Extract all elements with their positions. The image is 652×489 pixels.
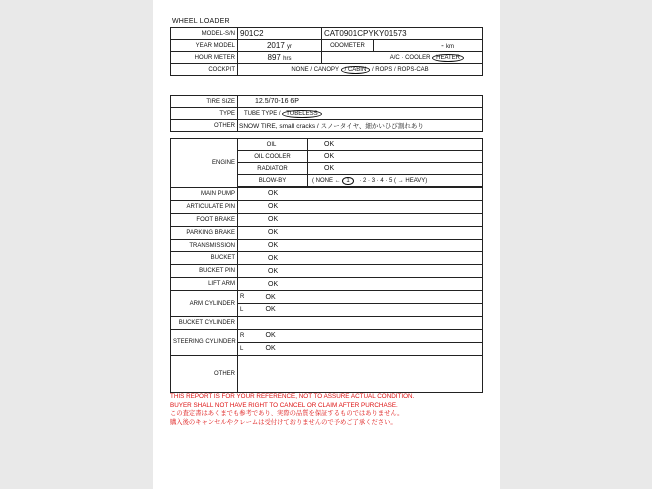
other-value bbox=[238, 355, 483, 392]
blow-by-level-circled: 1 bbox=[342, 177, 353, 185]
engine-oil-value: OK bbox=[308, 139, 483, 151]
articulate-pin-value: OK bbox=[238, 200, 483, 213]
component-check-table bbox=[170, 138, 483, 393]
model-sn-label: MODEL-S/N bbox=[171, 28, 238, 40]
cockpit-label: COCKPIT bbox=[171, 64, 238, 76]
steering-cylinder-l-value: OK bbox=[264, 342, 483, 355]
cockpit-none: NONE bbox=[291, 66, 309, 73]
year-model-label: YEAR MODEL bbox=[171, 40, 238, 52]
serial-value: CAT0901CPYKY01573 bbox=[322, 28, 483, 40]
disclaimer-line-2: BUYER SHALL NOT HAVE RIGHT TO CANCEL OR CLAIM AFTER PURCHASE. bbox=[170, 401, 398, 409]
other-label: OTHER bbox=[171, 355, 238, 392]
model-value: 901C2 bbox=[238, 28, 322, 40]
odometer-value: - bbox=[441, 41, 444, 50]
tire-size-label: TIRE SIZE bbox=[171, 96, 238, 108]
blow-by-scale: · 2 · 3 · 4 · 5 ( → HEAVY) bbox=[359, 177, 428, 184]
cockpit-canopy: CANOPY bbox=[313, 66, 339, 73]
lift-arm-label: LIFT ARM bbox=[171, 278, 238, 291]
engine-oil-label: OIL bbox=[238, 139, 308, 151]
arm-cylinder-l-label: L bbox=[238, 304, 264, 317]
cooler-option: COOLER bbox=[405, 54, 431, 61]
cockpit-rops-cab: ROPS-CAB bbox=[397, 66, 429, 73]
bucket-pin-label: BUCKET PIN bbox=[171, 265, 238, 278]
ac-option: A/C bbox=[389, 54, 400, 61]
steering-cylinder-l-label: L bbox=[238, 342, 264, 355]
tire-other-value: SNOW TIRE, small cracks / スノータイヤ、細かいひび割れあり bbox=[238, 120, 483, 132]
cockpit-rops: ROPS bbox=[375, 66, 393, 73]
hour-meter-label: HOUR METER bbox=[171, 52, 238, 64]
blow-by-label: BLOW-BY bbox=[238, 175, 308, 187]
cockpit-cabin-circled: CABIN bbox=[347, 66, 367, 73]
year-value: 2017 bbox=[266, 41, 285, 50]
lift-arm-value: OK bbox=[238, 278, 483, 291]
foot-brake-value: OK bbox=[238, 213, 483, 226]
steering-cylinder-r-value: OK bbox=[264, 329, 483, 342]
bucket-value: OK bbox=[238, 252, 483, 265]
arm-cylinder-label: ARM CYLINDER bbox=[171, 291, 238, 317]
heater-option-circled: HEATER bbox=[432, 54, 464, 62]
hour-unit: hrs bbox=[283, 56, 292, 62]
bucket-label: BUCKET bbox=[171, 252, 238, 265]
tire-other-label: OTHER bbox=[171, 120, 238, 132]
tire-size-value: 12.5/70-16 6P bbox=[238, 96, 483, 108]
engine-oil-cooler-value: OK bbox=[308, 151, 483, 163]
arm-cylinder-l-value: OK bbox=[264, 304, 483, 317]
parking-brake-value: OK bbox=[238, 226, 483, 239]
main-pump-value: OK bbox=[238, 188, 483, 201]
bucket-cylinder-label: BUCKET CYLINDER bbox=[171, 316, 238, 329]
sheet-title: WHEEL LOADER bbox=[172, 18, 230, 25]
tire-table: TIRE SIZE 12.5/70-16 6P TYPE TUBE TYPE / TUBELESS OTHER SNOW TIRE, small cracks / スノータイヤ、細かいひび割れあり bbox=[170, 95, 483, 132]
engine-radiator-label: RADIATOR bbox=[238, 163, 308, 175]
inspection-sheet bbox=[153, 0, 500, 489]
main-pump-label: MAIN PUMP bbox=[171, 188, 238, 201]
blow-by-none: ( NONE ← bbox=[312, 177, 341, 184]
bucket-pin-value: OK bbox=[238, 265, 483, 278]
transmission-label: TRANSMISSION bbox=[171, 239, 238, 252]
engine-radiator-value: OK bbox=[308, 163, 483, 175]
transmission-value: OK bbox=[238, 239, 483, 252]
arm-cylinder-r-label: R bbox=[238, 291, 264, 304]
odometer-label: ODOMETER bbox=[322, 40, 374, 52]
hour-value: 897 bbox=[267, 53, 281, 62]
odometer-unit: km bbox=[446, 44, 455, 50]
steering-cylinder-label: STEERING CYLINDER bbox=[171, 329, 238, 355]
parking-brake-label: PARKING BRAKE bbox=[171, 226, 238, 239]
articulate-pin-label: ARTICULATE PIN bbox=[171, 200, 238, 213]
foot-brake-label: FOOT BRAKE bbox=[171, 213, 238, 226]
steering-cylinder-r-label: R bbox=[238, 329, 264, 342]
disclaimer-line-4: 購入後のキャンセルやクレームは受付けておりませんので予めご了承ください。 bbox=[170, 418, 397, 426]
basic-info-table: MODEL-S/N 901C2 CAT0901CPYKY01573 YEAR MODEL 2017 yr ODOMETER - km HOUR METER 897 hrs A/C · COOLER HEATER COCKPIT NONE / CANOPY / CABIN / ROPS / ROPS-CAB bbox=[170, 27, 483, 76]
arm-cylinder-r-value: OK bbox=[264, 291, 483, 304]
engine-oil-cooler-label: OIL COOLER bbox=[238, 151, 308, 163]
engine-label: ENGINE bbox=[171, 139, 238, 188]
disclaimer-line-3: この査定書はあくまでも参考であり、実際の品質を保証するものではありません。 bbox=[170, 410, 404, 417]
tire-type-label: TYPE bbox=[171, 108, 238, 120]
disclaimer-note bbox=[170, 393, 414, 427]
year-unit: yr bbox=[287, 44, 293, 50]
tire-type-tube: TUBE TYPE bbox=[244, 110, 278, 117]
tire-type-tubeless-circled: TUBELESS bbox=[282, 110, 321, 118]
disclaimer-line-1: THIS REPORT IS FOR YOUR REFERENCE, NOT TO ASSURE ACTUAL CONDITION. bbox=[170, 393, 415, 400]
